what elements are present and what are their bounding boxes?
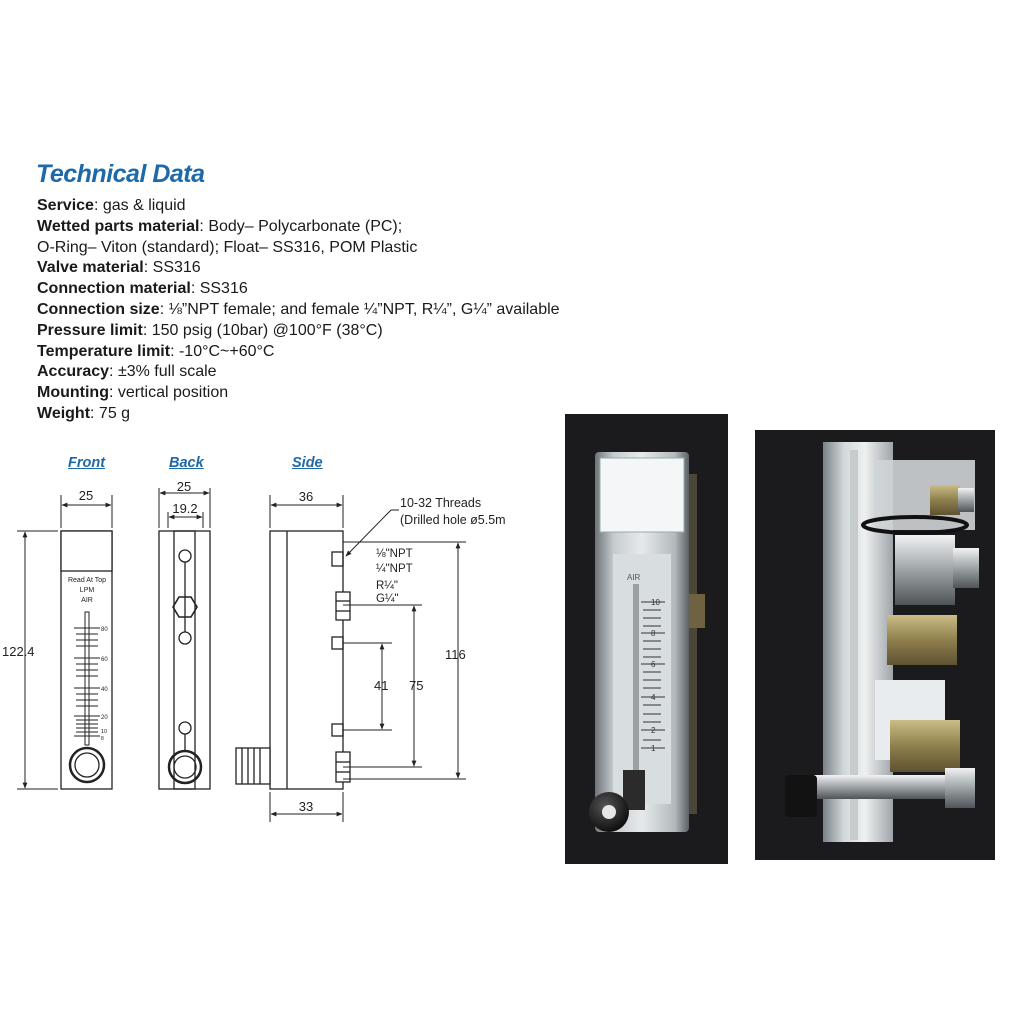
photo-tick-label: 6 xyxy=(651,660,656,669)
spec-label: Connection size xyxy=(37,300,160,318)
port-label: R¼" xyxy=(376,580,398,592)
spec-value: : vertical position xyxy=(108,384,229,402)
spec-label: Accuracy xyxy=(37,363,110,381)
front-width-dim: 25 xyxy=(78,488,94,503)
photo-tick-label: 4 xyxy=(651,693,656,702)
photo-tick-label: 8 xyxy=(651,629,656,638)
threads-note-line1: 10-32 Threads xyxy=(400,496,482,510)
side-depth-dim: 36 xyxy=(298,489,314,504)
back-width-dim: 25 xyxy=(176,479,192,494)
spec-label: Pressure limit xyxy=(37,321,143,339)
front-tick-label: 40 xyxy=(101,687,108,693)
port-label: G¼" xyxy=(376,593,399,605)
back-hole-spacing-dim: 19.2 xyxy=(172,501,198,516)
front-tick-label: 20 xyxy=(101,715,108,721)
photo-tick-label: 1 xyxy=(651,744,656,753)
front-tick-label: 8 xyxy=(101,736,104,742)
technical-data-title: Technical Data xyxy=(36,160,205,188)
spec-label: Connection material xyxy=(37,280,191,298)
spec-label: Service xyxy=(37,197,94,214)
spec-value: : -10°C~+60°C xyxy=(170,342,275,360)
side-view-label: Side xyxy=(292,455,323,471)
back-view-drawing xyxy=(159,531,210,789)
spec-value: O-Ring– Viton (standard); Float– SS316, POM Plastic xyxy=(37,238,418,256)
front-scale-header-2: LPM xyxy=(79,587,95,594)
front-view-label: Front xyxy=(68,455,106,471)
back-view-label: Back xyxy=(169,455,204,471)
port-spacing-41-dim: 41 xyxy=(374,678,389,693)
port-label: ⅛"NPT xyxy=(376,548,413,560)
front-scale-header-3: AIR xyxy=(81,597,93,604)
photo-scale xyxy=(565,414,728,864)
spec-value: : ±3% full scale xyxy=(109,363,217,381)
side-view-drawing xyxy=(236,531,350,789)
spec-value: : SS316 xyxy=(190,280,248,298)
spec-value: : SS316 xyxy=(143,259,201,277)
spec-label: Valve material xyxy=(37,259,144,277)
front-tick-label: 80 xyxy=(101,627,108,633)
spec-value: : 150 psig (10bar) @100°F (38°C) xyxy=(142,321,383,339)
spec-value: : ⅛”NPT female; and female ¼”NPT, R¼”, G¼” available xyxy=(159,300,560,318)
spec-label: Wetted parts material xyxy=(37,217,200,235)
front-height-dim: 122.4 xyxy=(2,644,35,659)
front-scale-header-1: Read At Top xyxy=(67,577,107,584)
photo-tick-label: 2 xyxy=(651,726,656,735)
flowmeter-front-photo xyxy=(565,414,728,864)
overall-height-116-dim: 116 xyxy=(445,647,466,662)
spec-value: : gas & liquid xyxy=(93,197,186,214)
front-tick-label: 10 xyxy=(101,729,108,735)
flowmeter-side-photo xyxy=(755,430,995,860)
port-spacing-75-dim: 75 xyxy=(409,678,424,693)
spec-label: Weight xyxy=(37,404,91,422)
spec-value: : Body– Polycarbonate (PC); xyxy=(199,217,403,235)
side-base-dim: 33 xyxy=(298,799,314,814)
photo-tick-label: 10 xyxy=(651,598,660,607)
photo-scale-unit: AIR xyxy=(627,573,641,582)
spec-label: Mounting xyxy=(37,384,109,402)
port-label: ¼"NPT xyxy=(376,563,413,575)
front-tick-label: 60 xyxy=(101,657,108,663)
spec-label: Temperature limit xyxy=(37,342,171,360)
spec-value: : 75 g xyxy=(90,404,131,422)
threads-note-line2: (Drilled hole ø5.5m xyxy=(400,513,506,527)
